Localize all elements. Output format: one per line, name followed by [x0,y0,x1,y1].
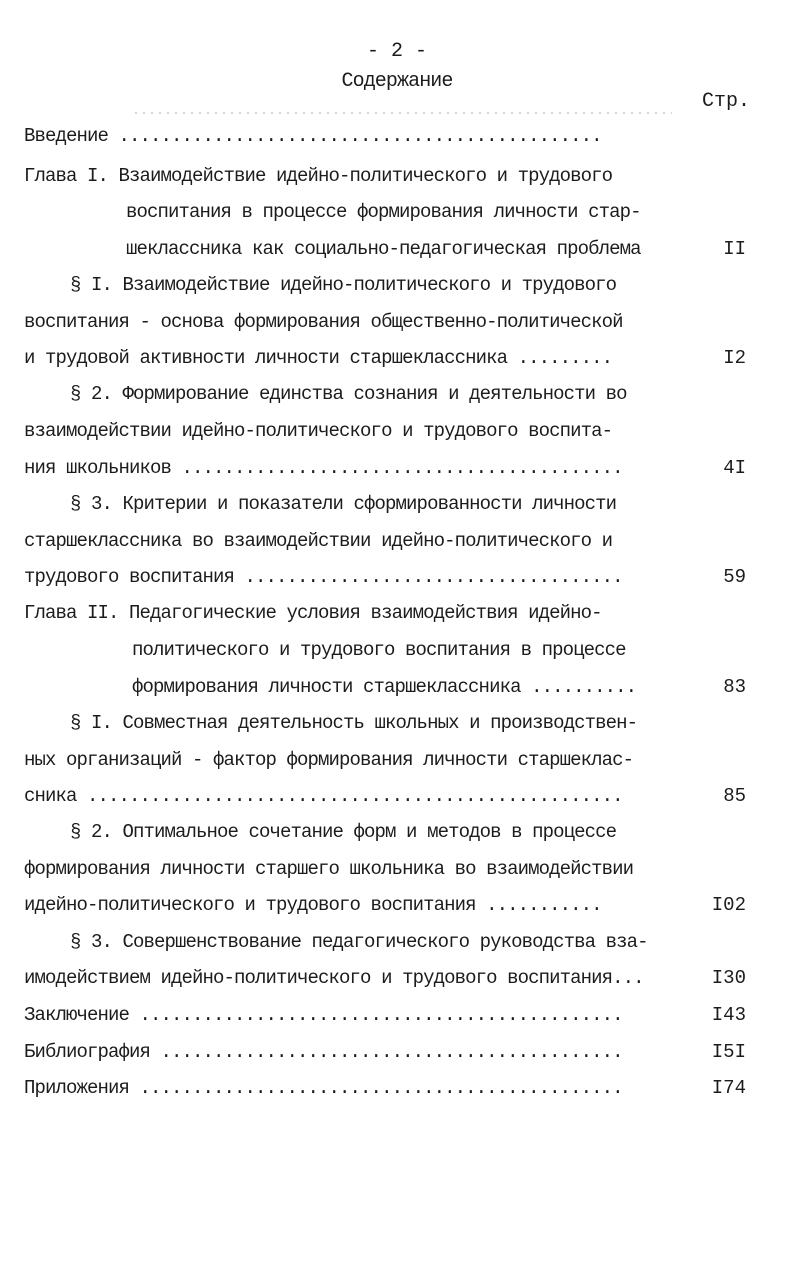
toc-chapter-1-line-1: Глава I. Взаимодействие идейно-политического и трудового [24,165,613,187]
toc-section-1-3-line-2: старшеклассника во взаимодействии идейно-политического и [24,530,613,552]
toc-page-section-2-3: I30 [711,967,746,989]
toc-section-1-3-line-1: § 3. Критерии и показатели сформированности личности [70,493,617,515]
toc-page-conclusion: I43 [711,1004,746,1026]
toc-section-1-1-line-2: воспитания - основа формирования общественно-политической [24,311,623,333]
toc-section-1-2-line-1: § 2. Формирование единства сознания и деятельности во [70,383,627,405]
toc-section-2-2-line-3: идейно-политического и трудового воспитания ........... [24,894,602,916]
toc-page-section-1-3: 59 [723,566,746,588]
toc-chapter-1-line-3: шеклассника как социально-педагогическая проблема [126,238,641,260]
toc-chapter-2-line-1: Глава II. Педагогические условия взаимодействия идейно- [24,602,602,624]
toc-page-section-1-1: I2 [723,347,746,369]
dotted-rule [132,112,672,114]
toc-section-2-2-line-2: формирования личности старшего школьника во взаимодействии [24,858,634,880]
toc-page-section-2-2: I02 [711,894,746,916]
toc-chapter-1-line-2: воспитания в процессе формирования личности стар- [126,201,641,223]
toc-page-chapter-2: 83 [723,676,746,698]
toc-section-2-1-line-1: § I. Совместная деятельность школьных и производствен- [70,712,638,734]
toc-page-bibliography: I5I [711,1041,746,1063]
toc-section-2-3-line-2: имодействием идейно-политического и трудового воспитания... [24,967,644,989]
page-title: Содержание [341,70,453,93]
toc-section-1-1-line-3: и трудовой активности личности старшеклассника ......... [24,347,613,369]
toc-section-1-1-line-1: § I. Взаимодействие идейно-политического и трудового [70,274,617,296]
column-header-page: Стр. [701,90,750,113]
toc-section-2-2-line-1: § 2. Оптимальное сочетание форм и методов в процессе [70,821,617,843]
toc-section-2-1-line-3: сника ................................................... [24,785,623,807]
toc-page-section-1-2: 4I [723,457,746,479]
toc-section-1-3-line-3: трудового воспитания .................................... [24,566,623,588]
toc-entry-appendices: Приложения .............................................. [24,1077,623,1099]
toc-entry-bibliography: Библиография ............................................ [24,1041,623,1063]
toc-chapter-2-line-3: формирования личности старшеклассника .......... [132,676,637,698]
toc-page-section-2-1: 85 [723,785,746,807]
toc-entry-conclusion: Заключение .............................................. [24,1004,623,1026]
toc-section-2-3-line-1: § 3. Совершенствование педагогического руководства вза- [70,931,648,953]
toc-entry-introduction: Введение .............................................. [24,125,602,147]
toc-section-2-1-line-2: ных организаций - фактор формирования личности старшеклас- [24,749,634,771]
toc-page-appendices: I74 [711,1077,746,1099]
toc-section-1-2-line-3: ния школьников .......................................... [24,457,623,479]
toc-section-1-2-line-2: взаимодействии идейно-политического и трудового воспита- [24,420,613,442]
toc-chapter-2-line-2: политического и трудового воспитания в процессе [132,639,626,661]
page-number: - 2 - [366,40,427,63]
toc-page-chapter-1: II [723,238,746,260]
